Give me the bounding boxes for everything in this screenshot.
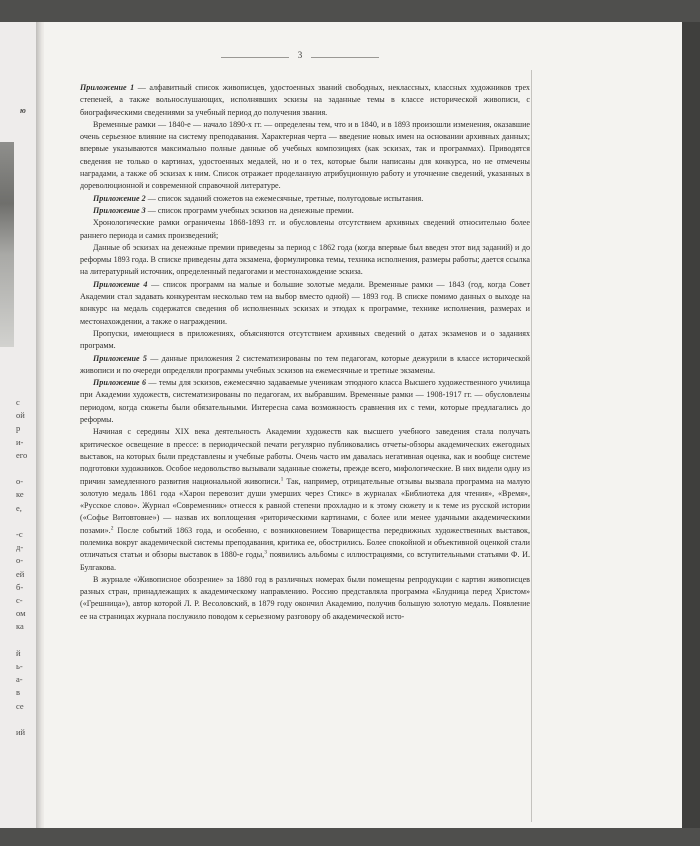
facing-page-fragment: о- [16,555,24,566]
facing-page-illustration [0,142,14,347]
facing-page-fragment: его [16,449,28,460]
paragraph-text: Данные об эскизах на денежные премии приведены за период с 1862 года (когда впервые был введен этот вид заданий) и до реформы 1893 года. В списке приведены дата экзамена, формулировка темы, техника исполнения, размеры работы; дается ссылка на литературный источник, определенный педагогами и местонахождение эскиза. [80,242,530,277]
facing-page-fragment: ей [16,568,25,579]
appendix-label: Приложение 3 [93,205,146,215]
facing-page-fragment: а- [16,674,23,685]
facing-page-fragment: ка [16,621,24,632]
paragraph-text: Начиная с середины XIX века деятельность Академии художеств как высшего учебного заведения стала получать критическое освещение в прессе: в периодической печати регулярно публиковались отчеты-обзоры академических ежегодных выставок, на которых были представлены и учебные работы. Очень часто им давалась негативная оценка, как и вообще системе подготовки художников. Особое недовольство вызывали заданные сюжеты, прежде всего, мифологические. В них видели одну из причин замедленного развития национальной живописи.$^1$ Так, например, отрицательные отзывы вызвала программа на малую золотую медаль 1861 года «Харон перевозит души умерших через Стикс» в журналах «Библиотека для чтения», «Время», «Русское слово». Журнал «Современник» отнесся к равной степени прохладно и к этому сюжету и к теме из русской истории («Софье Витовтовне») — назвав их воплощения «риторическими картинами, с более или менее удачными академическими позами».$^2$ После событий 1863 года, и особенно, с возникновением Товарищества передвижных художественных выставок, полемика вокруг академической системы преподавания, критика ее, обострились. Более спокойной и объективной оценкой стали отличаться статьи и обзоры выставок в 1880-е годы,$^3$ появились альбомы с иллюстрациями, со вступительными статьями Ф. И. Булгакова. [80,427,530,572]
facing-page-fragment: ой [16,410,25,421]
facing-page-fragment: ом [16,608,26,619]
paragraph [80,426,530,574]
facing-page-fragment: ке [16,489,24,500]
facing-page-fragment: ий [16,727,26,737]
paragraph [80,377,530,426]
facing-page-fragment: и- [16,436,24,447]
margin-rule [531,70,532,822]
facing-page-fragment: с [16,397,20,407]
paragraph-text: — темы для эскизов, ежемесячно задаваемые ученикам этюдного класса Высшего художественного училища при Академии художеств, систематизированы по педагогам, их выбравшим. Временные рамки — 1908-1917 гг. — обусловлены периодом, когда сюжеты были обязательными. Интересна сама возможность сравнения их с теми, которые предлагались до реформы. [80,378,530,425]
paragraph-text: — алфавитный список живописцев, удостоенных званий свободных, неклассных, классных художников трех степеней, а также вольнослушающих, исполнявших эскизы на заданные темы в классе исторической живописи, с биографическими сведениями за учебный период до получения звания. [80,83,530,117]
paragraph-text: — список программ учебных эскизов на денежные премии. [145,205,354,215]
body-text-column [80,82,530,623]
paragraph [80,119,530,193]
paragraph-text: — список заданий сюжетов на ежемесячные, третные, полугодовые испытания. [145,193,424,203]
paragraph [80,328,530,353]
paragraph-text: В журнале «Живописное обозрение» за 1880 год в различных номерах были помещены репродукции с картин живописцев разных стран, принадлежащих к академическому направлению. Россию представляла программа «Блудница перед Христом» («Грешница»), автор которой Л. Р. Весоловский, в 1879 году окончил Академию, получив большую золотую медаль. Появление ее на страницах журнала послужило поводом к серьезному разговору об академической исто- [80,574,530,621]
background-edge [682,22,700,828]
paragraph [80,279,530,328]
facing-page-fragment: й [16,647,21,658]
facing-page-fragment: се [16,700,24,711]
paragraph [80,217,530,242]
facing-page-fragment: -с [16,529,23,539]
paragraph [80,193,530,205]
paragraph-text: Пропуски, имеющиеся в приложениях, объясняются отсутствием архивных сведений о датах экзаменов и о заданиях программ. [80,328,530,351]
facing-page-fragment: ь- [16,661,23,671]
book-page [44,22,682,828]
facing-page-fragment: с- [16,595,23,605]
paragraph-text: Хронологические рамки ограничены 1868-1893 гг. и обусловлены отсутствием архивных сведений относительно более раннего периода и самих произведений; [80,218,530,240]
paragraph-text: — данные приложения 2 систематизированы по тем педагогам, которые дежурили в классе исторической живописи и по очереди определяли программы учебных эскизов на ежемесячные и третные экзамены. [80,353,530,375]
facing-page-fragment: в [16,687,21,698]
appendix-label: Приложение 4 [93,279,148,289]
paragraph [80,205,530,217]
appendix-label: Приложение 5 [93,353,147,363]
facing-page-fragment: о- [16,476,24,487]
paragraph [80,242,530,279]
paragraph [80,82,530,119]
facing-page-fragment: е, [16,502,22,513]
paragraph-text: Временные рамки — 1840-е — начало 1890-х гг. — определены тем, что и в 1840, и в 1893 произошли изменения, оказавшие очень серьезное влияние на систему преподавания. Характерная черта — введение новых имен на основании архивных данных; впервые указываются максимально полные данные об учебных композициях (как эскизах, так и программах). Приводятся сведения не только о картинах, удостоенных медалей, но и о тех, которые были написаны для конкурса, но не отмечены наградами, а также об эскизах к ним. Список отражает проделанную атрибуционную работу и уточнение сведений, указанных в дореволюционной и современной справочной литературе. [80,119,530,191]
appendix-label: Приложение 2 [93,193,146,203]
paragraph [80,353,530,378]
appendix-label: Приложение 6 [93,378,147,388]
appendix-label: Приложение 1 [80,83,135,92]
page-number-rule-left [221,57,289,58]
paragraph-text: — список программ на малые и большие золотые медали. Временные рамки — 1843 (год, когда Совет Академии стал задавать конкурентам несколько тем на выбор вместо одной) — 1893 год. В списке помимо данных о выходе на конкурс на медаль содержатся сведения об исполненных эскизах и этюдах к программе, технике исполнения, размерах и местонахождении, а также о награждении. [80,279,531,326]
page-number-rule-right [311,57,379,58]
facing-page-fragment: д- [16,542,24,553]
page-number: 3 [297,50,303,60]
facing-page-fragment: р [16,423,21,434]
paragraph [80,574,530,623]
facing-page-fragment-top: ю [20,106,26,115]
facing-page-fragment: б- [16,581,24,592]
facing-page-strip [0,22,38,828]
